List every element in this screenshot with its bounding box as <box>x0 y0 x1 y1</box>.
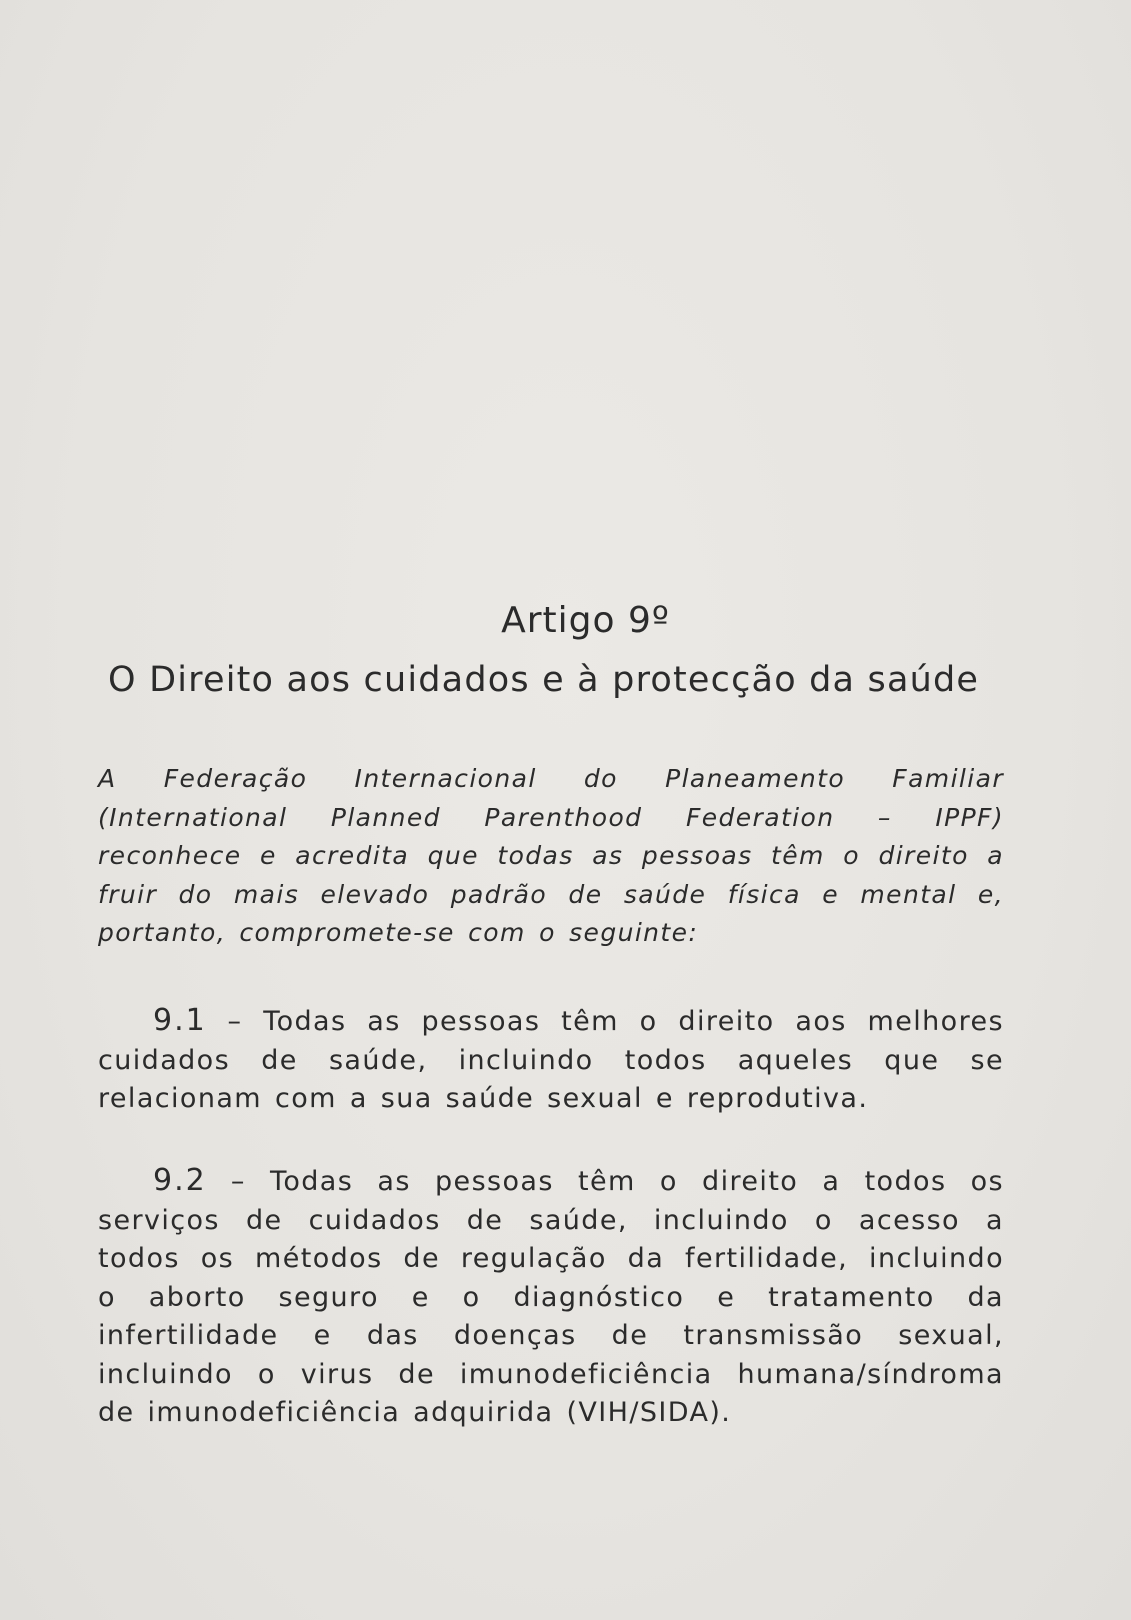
intro-paragraph <box>98 760 1004 953</box>
article-title: O Direito aos cuidados e à protecção da saúde <box>108 660 980 700</box>
intro-line: reconhece e acredita que todas as pessoas têm o direito a <box>98 841 1004 870</box>
clause-line: o aborto seguro e o diagnóstico e tratamento da <box>98 1281 1004 1313</box>
clause-first-line <box>98 1162 1004 1202</box>
clause-9-1 <box>98 1002 1004 1119</box>
article-number: Artigo 9º <box>501 600 670 641</box>
intro-line: (International Planned Parenthood Federation – IPPF) <box>98 802 1004 832</box>
clause-number: 9.1 <box>153 1003 207 1038</box>
clause-first-line <box>98 1002 1004 1042</box>
clause-line: – Todas as pessoas têm o direito aos melhores <box>206 1006 1004 1037</box>
clause-number: 9.2 <box>153 1163 207 1198</box>
clause-line: serviços de cuidados de saúde, incluindo o acesso a <box>98 1204 1004 1236</box>
show-through-text <box>120 415 1020 480</box>
clause-line: cuidados de saúde, incluindo todos aqueles que se <box>98 1044 1004 1076</box>
clause-line: de imunodeficiência adquirida (VIH/SIDA). <box>98 1397 732 1428</box>
intro-line: fruir do mais elevado padrão de saúde física e mental e, <box>98 879 1004 909</box>
clause-9-2 <box>98 1162 1004 1433</box>
clause-line: todos os métodos de regulação da fertilidade, incluindo <box>98 1243 1004 1274</box>
clause-line: relacionam com a sua saúde sexual e reprodutiva. <box>98 1083 869 1114</box>
intro-line: A Federação Internacional do Planeamento Familiar <box>98 764 1004 793</box>
show-through-text <box>120 325 1020 390</box>
intro-line: portanto, compromete-se com o seguinte: <box>98 918 699 947</box>
clause-line: – Todas as pessoas têm o direito a todos os <box>206 1166 1004 1197</box>
clause-line: incluindo o virus de imunodeficiência humana/síndroma <box>98 1358 1004 1390</box>
clause-line: infertilidade e das doenças de transmissão sexual, <box>98 1320 1004 1351</box>
